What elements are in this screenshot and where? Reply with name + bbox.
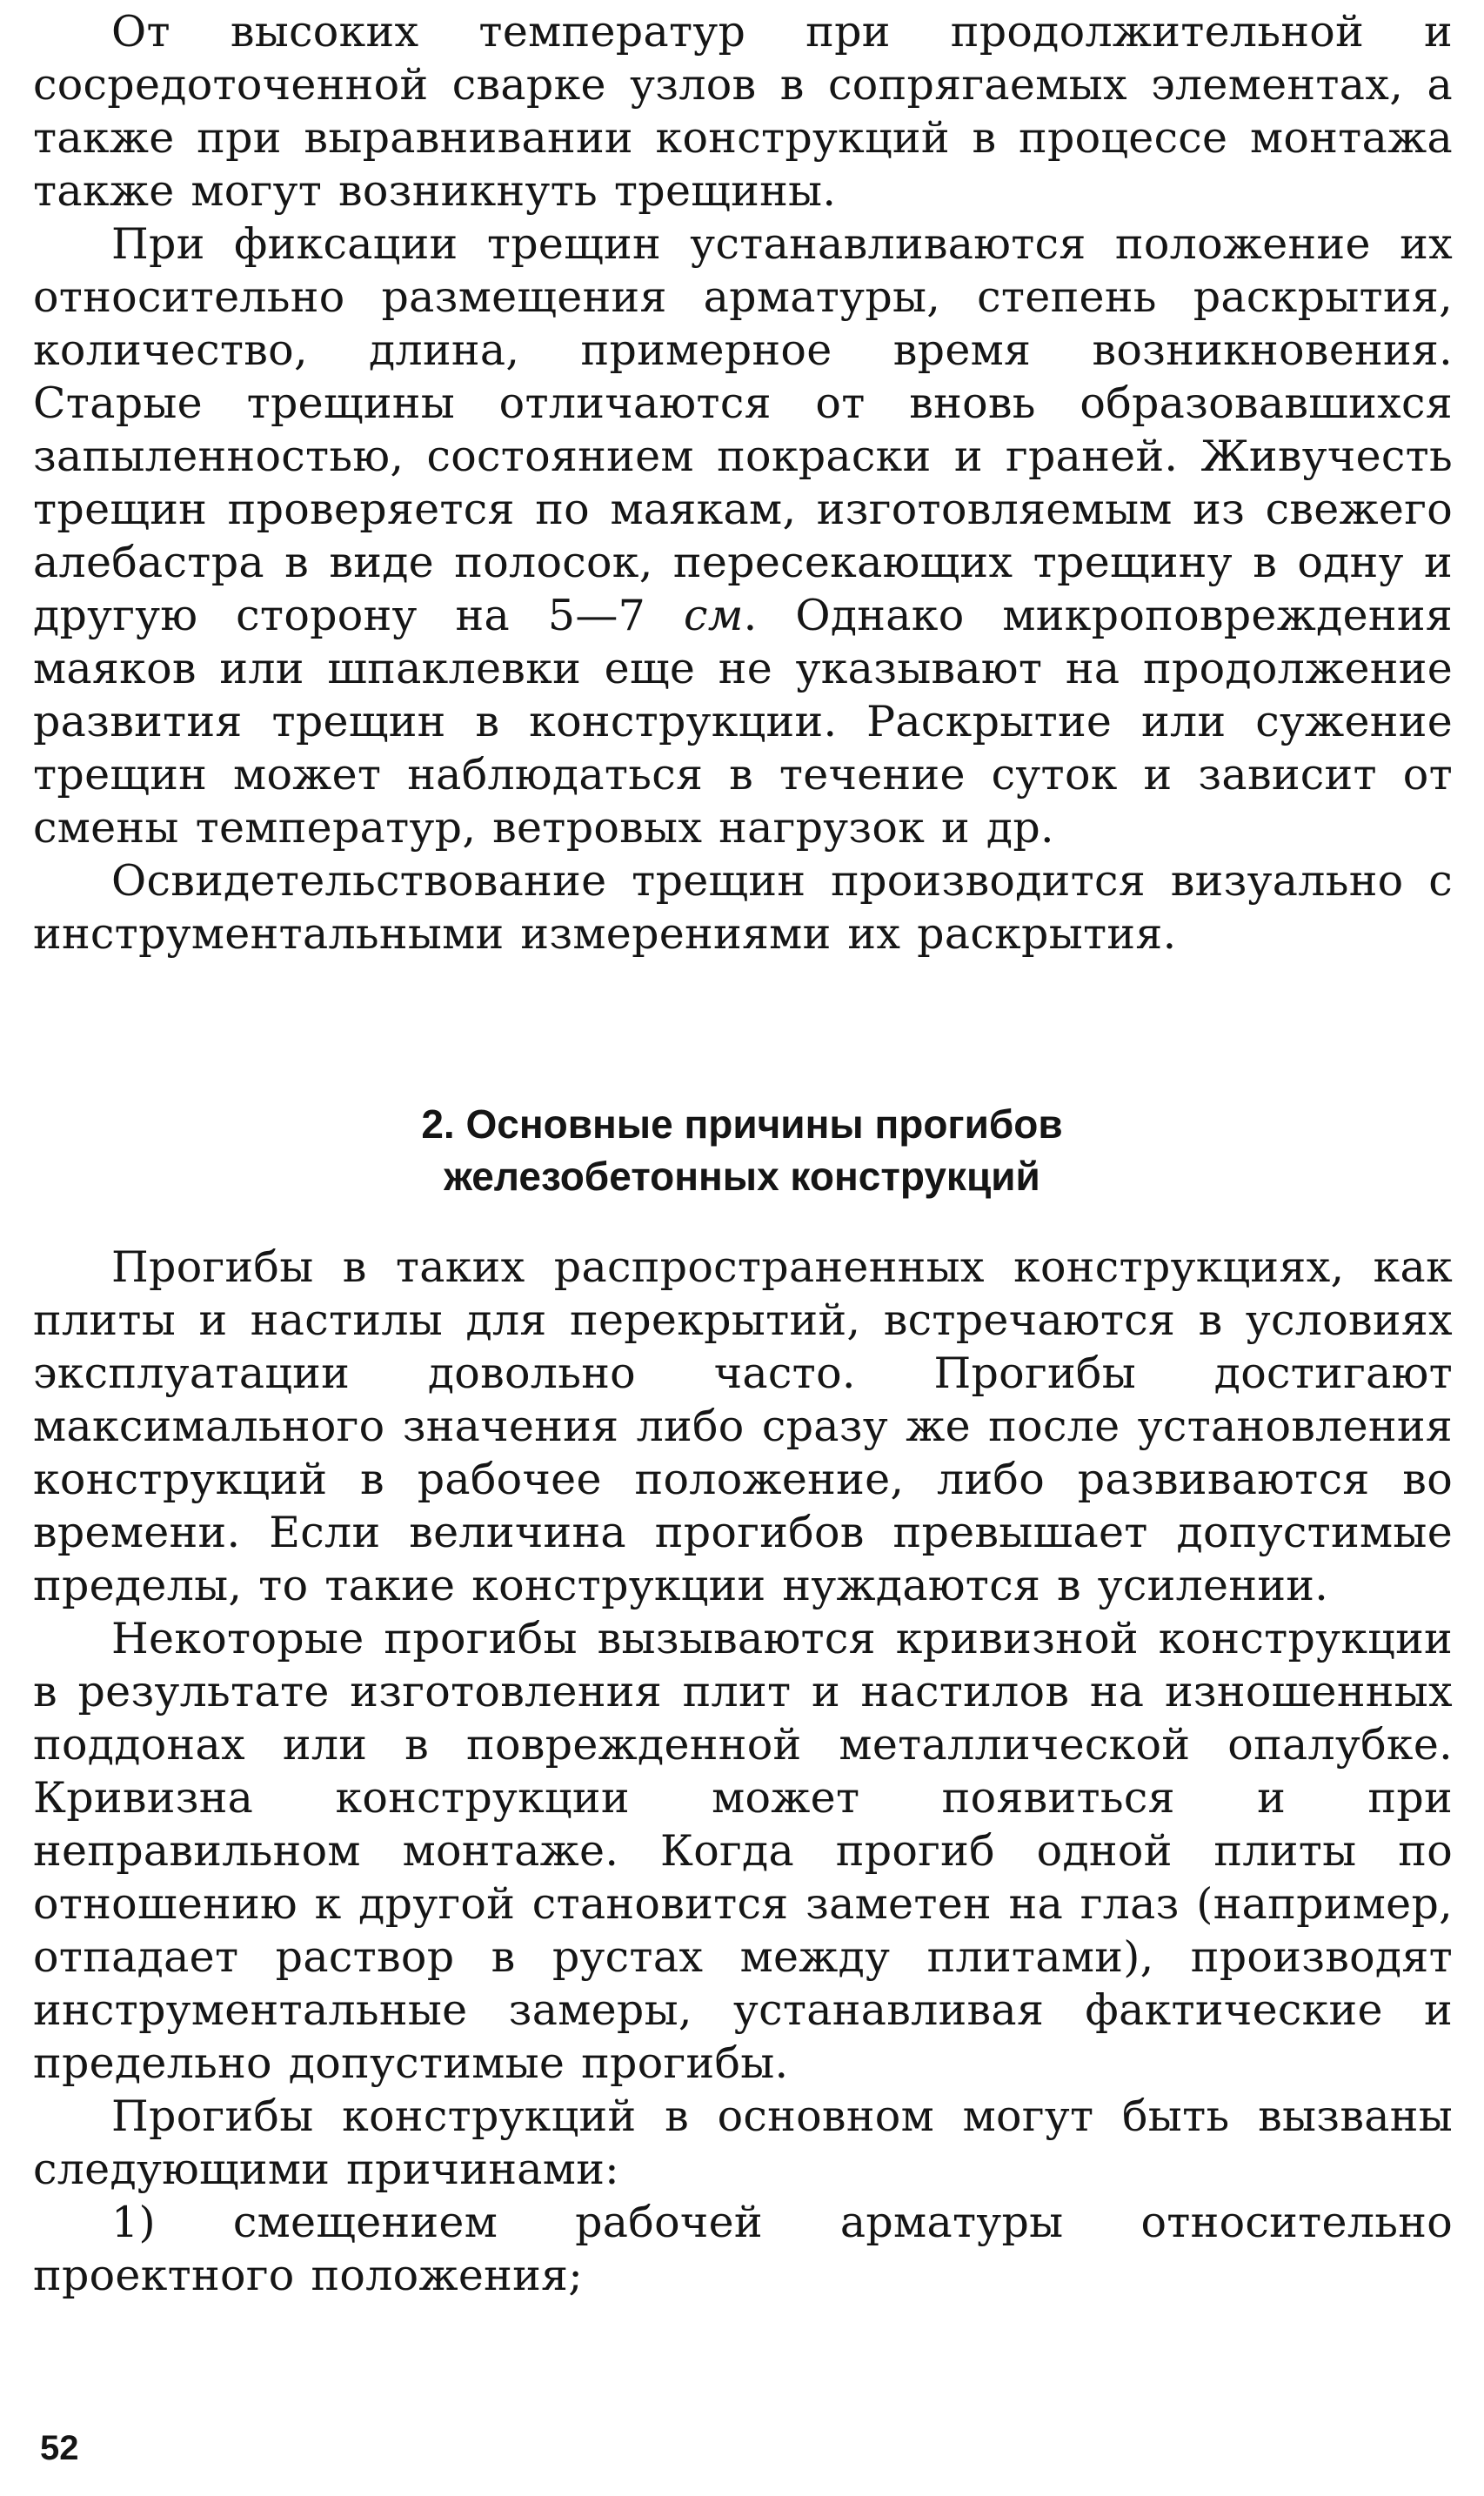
paragraph-crack-fixation (33, 217, 1453, 854)
paragraph-deflections-intro: Прогибы в таких распространенных конструкциях, как плиты и настилы для перекрытий, встречаются в условиях эксплуатации довольно часто. Прогибы достигают максимального значения либо сразу же после установления конструкций в рабочее положение, либо развиваются во времени. Если величина прогибов превышает допустимые пределы, то такие конструкции нуждаются в усилении. (33, 1242, 1453, 1610)
page-number: 52 (40, 2429, 79, 2467)
list-item-cause-1: 1) смещением рабочей арматуры относительно проектного положения; (33, 2198, 1453, 2300)
section-heading-line-2: железобетонных конструкций (444, 1154, 1040, 1199)
unit-cm: см (683, 591, 744, 640)
paragraph-curvature: Некоторые прогибы вызываются кривизной конструкции в результате изготовления плит и настилов на изношенных поддонах или в поврежденной металлической опалубке. Кривизна конструкции может появиться и при неправильном монтаже. Когда прогиб одной плиты по отношению к другой становится заметен на глаз (например, отпадает раствор в рустах между плитами), производят инструментальные замеры, устанавливая фактические и предельно допустимые прогибы. (33, 1614, 1453, 2088)
text-block-after-heading (33, 1241, 1453, 2302)
section-heading (0, 1098, 1484, 1202)
paragraph-crack-fixation-text: При фиксации трещин устанавливаются положение их относительно размещения арматуры, степень раскрытия, количество, длина, примерное время возникновения. Старые трещины отличаются от вновь образовавшихся запыленностью, состоянием покраски и граней. Живучесть трещин проверяется по маякам, изготовляемым из свежего алебастра в виде полосок, пересекающих трещину в одну и другую сторону на 5—7 (33, 219, 1453, 640)
section-heading-line-1: 2. Основные причины прогибов (421, 1101, 1063, 1147)
paragraph-crack-fixation-tail: . Однако микроповреждения маяков или шпаклевки еще не указывают на продолжение развития трещин в конструкции. Раскрытие или сужение трещин может наблюдаться в течение суток и зависит от смены температур, ветровых нагрузок и др. (33, 591, 1453, 853)
paragraph-welding-cracks: От высоких температур при продолжительной и сосредоточенной сварке узлов в сопрягаемых элементах, а также при выравнивании конструкций в процессе монтажа также могут возникнуть трещины. (33, 7, 1453, 216)
paragraph-crack-inspection: Освидетельствование трещин производится визуально с инструментальными измерениями их раскрытия. (33, 856, 1453, 959)
paragraph-causes-intro: Прогибы конструкций в основном могут быть вызваны следующими причинами: (33, 2091, 1453, 2194)
text-block-before-heading (33, 5, 1453, 960)
